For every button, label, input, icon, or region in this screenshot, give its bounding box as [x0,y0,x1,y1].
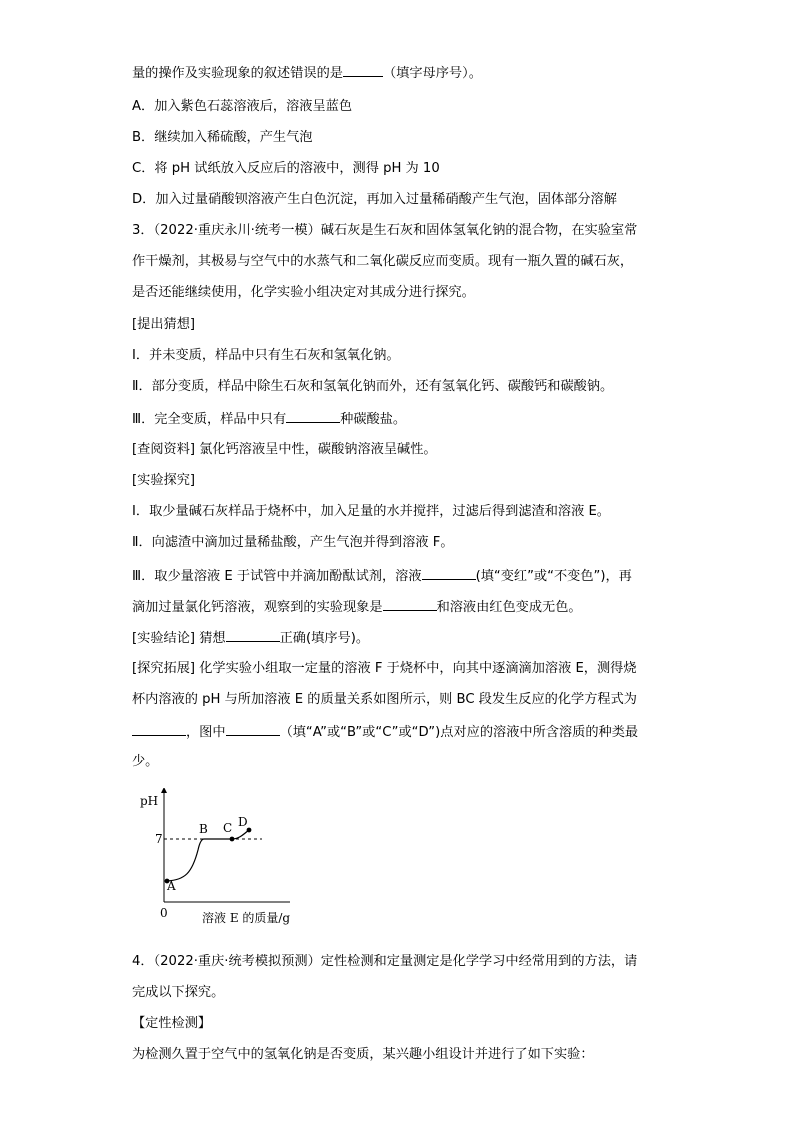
experiment-step-3: Ⅲ．取少量溶液 E 于试管中并滴加酚酞试剂，溶液 (填“变红”或“不变色”)，再 [132,565,632,587]
section-heading: [实验探究] [132,473,196,488]
ph-chart [140,788,300,938]
question-4-text: 4．（2022·重庆·统考模拟预测）定性检测和定量测定是化学学习中经常用到的方法，请 [132,954,638,969]
question-4-text: 为检测久置于空气中的氢氧化钠是否变质，某兴趣小组设计并进行了如下实验： [132,1047,594,1062]
point-c [230,837,235,842]
y-tick-label-7: 7 [155,832,163,846]
experiment-step-2: Ⅱ．向滤渣中滴加过量稀盐酸，产生气泡并得到溶液 F。 [132,535,454,550]
extension-text: ，图中 （填“A”或“B”或“C”或“D”)点对应的溶液中所含溶质的种类最 [132,721,638,743]
answer-blank [226,721,280,736]
answer-blank [422,565,476,580]
section-heading: 【定性检测】 [132,1016,212,1031]
text-line: 量的操作及实验现象的叙述错误的是 （填字母序号）。 [132,62,482,84]
point-label-b: B [199,822,208,836]
x-axis-label: 溶液 E 的质量/g [202,911,291,925]
hypothesis-3: Ⅲ．完全变质，样品中只有 种碳酸盐。 [132,408,406,430]
conclusion: [实验结论] 猜想 正确(填序号)。 [132,627,369,649]
answer-blank [132,721,186,736]
experiment-step-3-cont: 滴加过量氯化钙溶液，观察到的实验现象是 和溶液由红色变成无色。 [132,596,582,618]
experiment-step-1: Ⅰ．取少量碱石灰样品于烧杯中，加入足量的水并搅拌，过滤后得到滤渣和溶液 E。 [132,504,610,519]
question-3-text: 3．（2022·重庆永川·统考一模）碱石灰是生石灰和固体氢氧化钠的混合物，在实验室常 [132,223,638,238]
point-label-c: C [223,821,233,835]
question-3-text: 作干燥剂，其极易与空气中的水蒸气和二氧化碳反应而变质。现有一瓶久置的碱石灰， [132,254,634,269]
hypothesis-1: Ⅰ．并未变质，样品中只有生石灰和氢氧化钠。 [132,348,400,363]
extension-text: 杯内溶液的 pH 与所加溶液 E 的质量关系如图所示，则 BC 段发生反应的化学方程式为 [132,692,637,707]
extension-text: [探究拓展] 化学实验小组取一定量的溶液 F 于烧杯中，向其中逐滴滴加溶液 E，测得烧 [132,661,637,676]
answer-blank [286,408,340,423]
question-4-text: 完成以下探究。 [132,985,225,1000]
point-label-d: D [238,815,248,829]
reference-info: [查阅资料] 氯化钙溶液呈中性，碳酸钠溶液呈碱性。 [132,442,437,457]
answer-blank [343,62,383,77]
question-3-text: 是否还能继续使用，化学实验小组决定对其成分进行探究。 [132,285,475,300]
point-label-a: A [167,879,176,893]
answer-blank [383,596,437,611]
extension-text: 少。 [132,754,159,769]
hypothesis-2: Ⅱ．部分变质，样品中除生石灰和氢氧化钠而外，还有氢氧化钙、碳酸钙和碳酸钠。 [132,379,614,394]
option-c: C．将 pH 试纸放入反应后的溶液中，测得 pH 为 10 [132,161,440,176]
y-axis-label: pH [140,794,159,808]
section-heading: [提出猜想] [132,317,196,332]
origin-label: 0 [160,906,168,920]
option-b: B．继续加入稀硫酸，产生气泡 [132,130,313,145]
option-a: A．加入紫色石蕊溶液后，溶液呈蓝色 [132,99,353,114]
answer-blank [226,627,280,642]
ph-curve [167,829,250,881]
option-d: D．加入过量硝酸钡溶液产生白色沉淀，再加入过量稀硝酸产生气泡，固体部分溶解 [132,192,617,207]
